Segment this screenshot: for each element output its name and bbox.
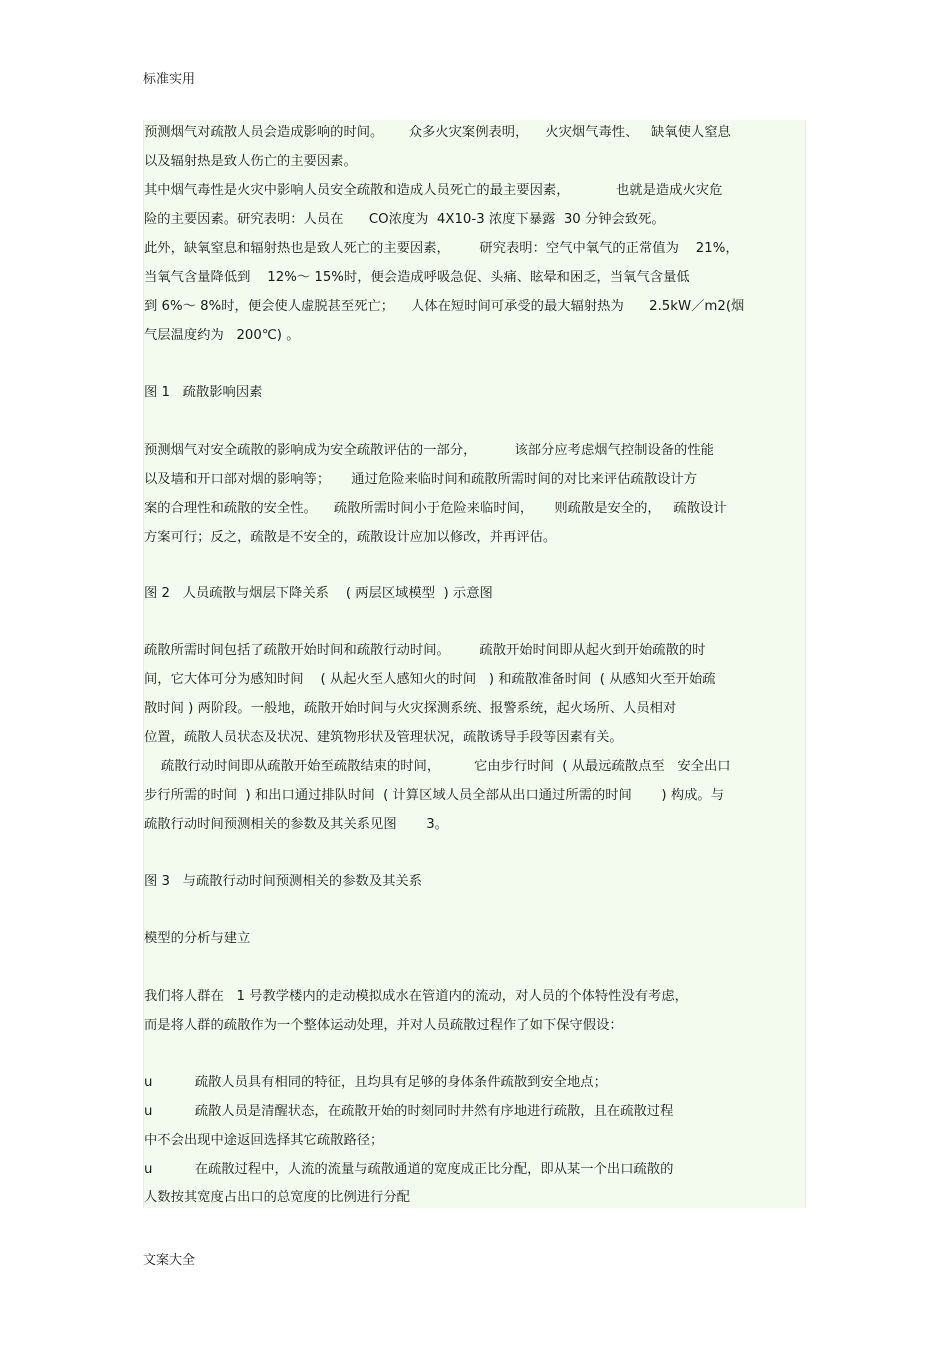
text-line: 以及辐射热是致人伤亡的主要因素。 [144, 154, 357, 169]
text-line: 而是将人群的疏散作为一个整体运动处理，并对人员疏散过程作了如下保守假设： [144, 1018, 623, 1033]
text-line: 此外，缺氧窒息和辐射热也是致人死亡的主要因素， 研究表明：空气中氧气的正常值为 21%， [144, 241, 739, 256]
text-line: 间，它大体可分为感知时间 ( 从起火至人感知火的时间 ) 和疏散准备时间 ( 从感知火至开始疏 [144, 672, 716, 687]
text-line: 疏散所需时间包括了疏散开始时间和疏散行动时间。 疏散开始时间即从起火到开始疏散的时 [144, 643, 706, 658]
text-line: 其中烟气毒性是火灾中影响人员安全疏散和造成人员死亡的最主要因素， 也就是造成火灾危 [144, 183, 723, 198]
text-line: 预测烟气对安全疏散的影响成为安全疏散评估的一部分， 该部分应考虑烟气控制设备的性能 [144, 443, 714, 458]
list-item: u 疏散人员是清醒状态，在疏散开始的时刻同时井然有序地进行疏散，且在疏散过程 [144, 1104, 674, 1119]
text-line: 疏散行动时间即从疏散开始至疏散结束的时间， 它由步行时间 ( 从最远疏散点至 安全出口 [144, 759, 731, 774]
text-line: 疏散行动时间预测相关的参数及其关系见图 3。 [144, 817, 448, 832]
text-line: 人数按其宽度占出口的总宽度的比例进行分配 [144, 1190, 410, 1205]
figure-caption: 图 1 疏散影响因素 [144, 385, 263, 400]
page-footer: 文案大全 [143, 1253, 196, 1268]
figure-caption: 图 2 人员疏散与烟层下降关系 ( 两层区域模型 ) 示意图 [144, 586, 493, 601]
list-item: u 疏散人员具有相同的特征，且均具有足够的身体条件疏散到安全地点； [144, 1075, 607, 1090]
text-line: 到 6%～ 8%时，便会使人虚脱甚至死亡； 人体在短时间可承受的最大辐射热为 2.5kW／m2(烟 [144, 299, 745, 314]
text-line: 预测烟气对疏散人员会造成影响的时间。 众多火灾案例表明， 火灾烟气毒性、 缺氧使人窒息 [144, 125, 731, 140]
text-line: 散时间 ) 两阶段。一般地，疏散开始时间与火灾探测系统、报警系统，起火场所、人员相对 [144, 701, 677, 716]
text-line: 步行所需的时间 ) 和出口通过排队时间 ( 计算区域人员全部从出口通过所需的时间 ) 构成。与 [144, 788, 725, 803]
text-line: 当氧气含量降低到 12%～ 15%时，便会造成呼吸急促、头痛、眩晕和困乏，当氧气含量低 [144, 270, 690, 285]
text-line: 气层温度约为 200℃) 。 [144, 328, 300, 343]
text-line: 以及墙和开口部对烟的影响等； 通过危险来临时间和疏散所需时间的对比来评估疏散设计方 [144, 472, 698, 487]
figure-caption: 图 3 与疏散行动时间预测相关的参数及其关系 [144, 874, 423, 889]
list-item: u 在疏散过程中，人流的流量与疏散通道的宽度成正比分配，即从某一个出口疏散的 [144, 1162, 674, 1177]
text-line: 险的主要因素。研究表明：人员在 CO浓度为 4X10-3 浓度下暴露 30 分钟会致死。 [144, 212, 665, 227]
section-heading: 模型的分析与建立 [144, 931, 251, 946]
text-line: 我们将人群在 1 号教学楼内的走动模拟成水在管道内的流动，对人员的个体特性没有考虑， [144, 989, 688, 1004]
text-line: 位置，疏散人员状态及状况、建筑物形状及管理状况，疏散诱导手段等因素有关。 [144, 730, 623, 745]
text-line: 方案可行；反之，疏散是不安全的，疏散设计应加以修改，并再评估。 [144, 530, 557, 545]
document-body [143, 120, 806, 1208]
text-line: 案的合理性和疏散的安全性。 疏散所需时间小于危险来临时间， 则疏散是安全的， 疏散设计 [144, 501, 727, 516]
page-header: 标准实用 [143, 72, 196, 87]
text-line: 中不会出现中途返回选择其它疏散路径； [144, 1133, 384, 1148]
